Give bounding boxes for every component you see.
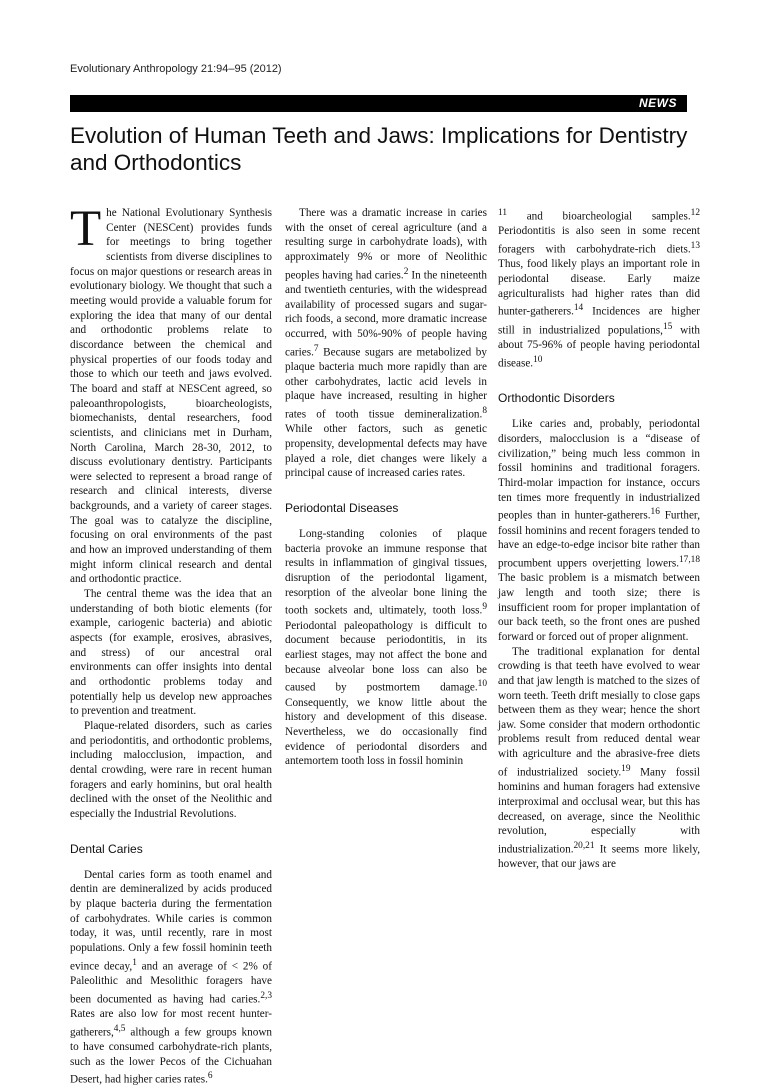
news-banner: [70, 95, 687, 112]
caries-paragraph-2: There was a dramatic increase in caries with the onset of cereal agriculture (and a resulting surge in carbohydrate loads), with approximately 9% or more of Neolithic peoples having had caries.$^2$ In the nineteenth and twentieth centuries, with the widespread availability of processed sugars and sugar-rich foods, a second, more dramatic increase occurred, with 50%-90% of people having caries.$^7$ Because sugars are metabolized by plaque bacteria much more rapidly than are other carbohydrates, lactic acid levels in plaque have increased, resulting in higher rates of tooth tissue demineralization.$^8$ While other factors, such as genetic propensity, developmental defects may have played a role, diet changes were likely a principal cause of increased caries rates.: [285, 207, 487, 480]
periodontal-paragraph-1: Long-standing colonies of plaque bacteria provoke an immune response that results in inflammation of gingival tissues, disruption of the periodontal ligament, resorption of the alveolar bone lining the tooth sockets and, ultimately, tooth loss.$^9$ Periodontal paleopathology is difficult to document because periodontitis, in its earliest stages, may not affect the bone and because alveolar bone loss can also be caused by postmortem damage.$^{10}$ Consequently, we know little about the history and development of this disease. Nevertheless, we do occasionally find evidence of periodontal disorders and antemortem tooth loss in fossil hominin: [285, 528, 487, 768]
drop-cap: T: [70, 201, 102, 257]
text-column-1: [70, 201, 272, 1087]
article-title: Evolution of Human Teeth and Jaws: Implications for Dentistry and Orthodontics: [70, 123, 688, 175]
periodontal-paragraph-1-continued: $^{11}$ and bioarcheologial samples.$^{12}$ Periodontitis is also seen in some recent foragers with carbohydrate-rich diets.$^{13}$ Thus, food likely plays an important role in periodontal disease. Early maize agriculturalists had higher rates than did hunter-gatherers.$^{14}$ Incidences are higher still in industrialized populations,$^{15}$ with about 75-96% of people having periodontal disease.$^{10}$: [498, 208, 701, 370]
text-column-2: [285, 206, 487, 946]
dental-caries-heading: Dental Caries: [70, 841, 143, 856]
periodontal-diseases-heading: Periodontal Diseases: [285, 501, 399, 516]
news-section-label: NEWS: [639, 96, 677, 110]
intro-paragraph-3: Plaque-related disorders, such as caries and periodontitis, and orthodontic problems, including malocclusion, impaction, and dental crowding, were rare in recent human foragers and early hominins, but oral health declined with the onset of the Neolithic and especially the Industrial Revolutions.: [70, 719, 272, 820]
orthodontic-paragraph-1: Like caries and, probably, periodontal disorders, malocclusion is a “disease of civilization,” being much less common in fossil hominins and traditional foragers. Third-molar impaction for instance, occurs ten times more frequently in industrialized peoples than in hunter-gatherers.$^{16}$ Further, fossil hominins and recent foragers tended to have an edge-to-edge incisor bite rather than procumbent uppers overjetting lowers.$^{17,18}$ The basic problem is a mismatch between jaw length and tooth size; there is insufficient room for proper implantation of our back teeth, so the front ones are pushed forward or forced out of proper alignment.: [498, 418, 700, 643]
intro-paragraph-1: The National Evolutionary Synthesis Center (NESCent) provides funds for meetings to bring together scientists from diverse disciplines to focus on major questions or research areas in evolutionary biology. We thought that such a meeting would provide a valuable forum for exploring the idea that many of our dental and orthodontic problems relate to discordance between the chemical and physical properties of our foods today and those to which our teeth and jaws evolved. The board and staff at NESCent agreed, so paleoanthropologists, bioarcheologists, biomechanists, dental researchers, food scientists, and clinicians met in Durham, North Carolina, March 28-30, 2012, to discuss evolutionary dentistry. Participants were selected to represent a broad range of research and clinical interests, diverse backgrounds, and a variety of career stages. The goal was to catalyze the discipline, focusing on oral environments of the past and how an improved understanding of them might inform clinical research and dental and orthodontic practice.: [70, 201, 272, 586]
text-column-3: [498, 206, 700, 946]
journal-citation: Evolutionary Anthropology 21:94–95 (2012): [70, 63, 282, 75]
intro-paragraph-2: The central theme was the idea that an understanding of both biotic elements (for example, cariogenic bacteria) and abiotic aspects (for example, erosives, abrasives, and stress) of our ancestral oral environments can offer insights into dental and orthodontic problems today and potentially help us develop new approaches to prevention and treatment.: [70, 588, 272, 718]
orthodontic-disorders-heading: Orthodontic Disorders: [498, 391, 615, 406]
caries-paragraph-1: Dental caries form as tooth enamel and dentin are demineralized by acids produced by plaque bacteria during the fermentation of carbohydrates. While caries is common today, it was, until recently, rare in most populations. Only a few fossil hominin teeth evince decay,$^1$ and an average of < 2% of Paleolithic and Mesolithic foragers have been documented as having had caries.$^{2,3}$ Rates are also low for most recent hunter-gatherers,$^{4,5}$ although a few groups known to have consumed carbohydrate-rich plants, such as the lower Pecos of the Cichuahan Desert, had higher caries rates.$^6$: [70, 868, 272, 1087]
orthodontic-paragraph-2: The traditional explanation for dental crowding is that teeth have evolved to wear and that jaw length is matched to the sizes of worn teeth. Teeth drift mesially to close gaps between them as they wear; hence the short jaw. Some consider that modern orthodontic problems result from reduced dental wear with agriculture and the abrasive-free diets of industrialized society.$^{19}$ Many fossil hominins and human foragers had extensive interproximal and occlusal wear, but this has decreased, on average, since the Neolithic revolution, especially with industrialization.$^{20,21}$ It seems more likely, however, that our jaws are: [498, 645, 700, 871]
